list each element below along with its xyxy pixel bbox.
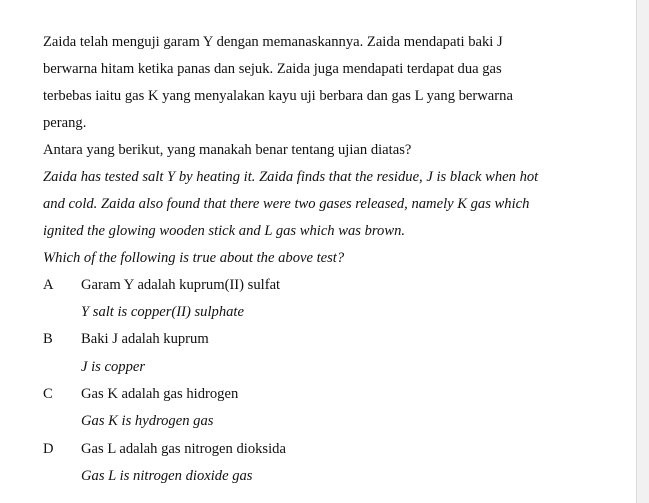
option-b-letter: B xyxy=(43,331,53,347)
option-a-letter: A xyxy=(43,277,54,293)
option-d-english: Gas L is nitrogen dioxide gas xyxy=(81,468,253,484)
stem-malay-line-1: Zaida telah menguji garam Y dengan memanaskannya. Zaida mendapati baki J xyxy=(43,34,503,50)
question-stem-malay xyxy=(43,29,628,137)
option-d-letter: D xyxy=(43,441,54,457)
question-prompt-english xyxy=(43,245,628,272)
option-a-english: Y salt is copper(II) sulphate xyxy=(81,304,244,320)
prompt-english: Which of the following is true about the above test? xyxy=(43,250,345,266)
stem-malay-line-3: terbebas iaitu gas K yang menyalakan kayu uji berbara dan gas L yang berwarna xyxy=(43,88,513,104)
stem-english-line-3: ignited the glowing wooden stick and L gas which was brown. xyxy=(43,223,406,239)
stem-english-line-2: and cold. Zaida also found that there were two gases released, namely K gas which xyxy=(43,196,530,212)
option-b-malay: Baki J adalah kuprum xyxy=(81,331,209,347)
option-b-english: J is copper xyxy=(81,359,146,375)
option-c-letter: C xyxy=(43,386,53,402)
prompt-malay: Antara yang berikut, yang manakah benar tentang ujian diatas? xyxy=(43,142,412,158)
option-c-malay: Gas K adalah gas hidrogen xyxy=(81,386,239,402)
stem-malay-line-2: berwarna hitam ketika panas dan sejuk. Zaida juga mendapati terdapat dua gas xyxy=(43,61,502,77)
stem-malay-line-4: perang. xyxy=(43,115,87,131)
option-d-malay: Gas L adalah gas nitrogen dioksida xyxy=(81,441,286,457)
question-stem-english xyxy=(43,164,628,245)
question-prompt-malay xyxy=(43,137,628,164)
scrollbar-track[interactable] xyxy=(637,0,649,503)
option-c-english: Gas K is hydrogen gas xyxy=(81,413,214,429)
stem-english-line-1: Zaida has tested salt Y by heating it. Zaida finds that the residue, J is black when hot xyxy=(43,169,539,185)
option-a-malay: Garam Y adalah kuprum(II) sulfat xyxy=(81,277,281,293)
